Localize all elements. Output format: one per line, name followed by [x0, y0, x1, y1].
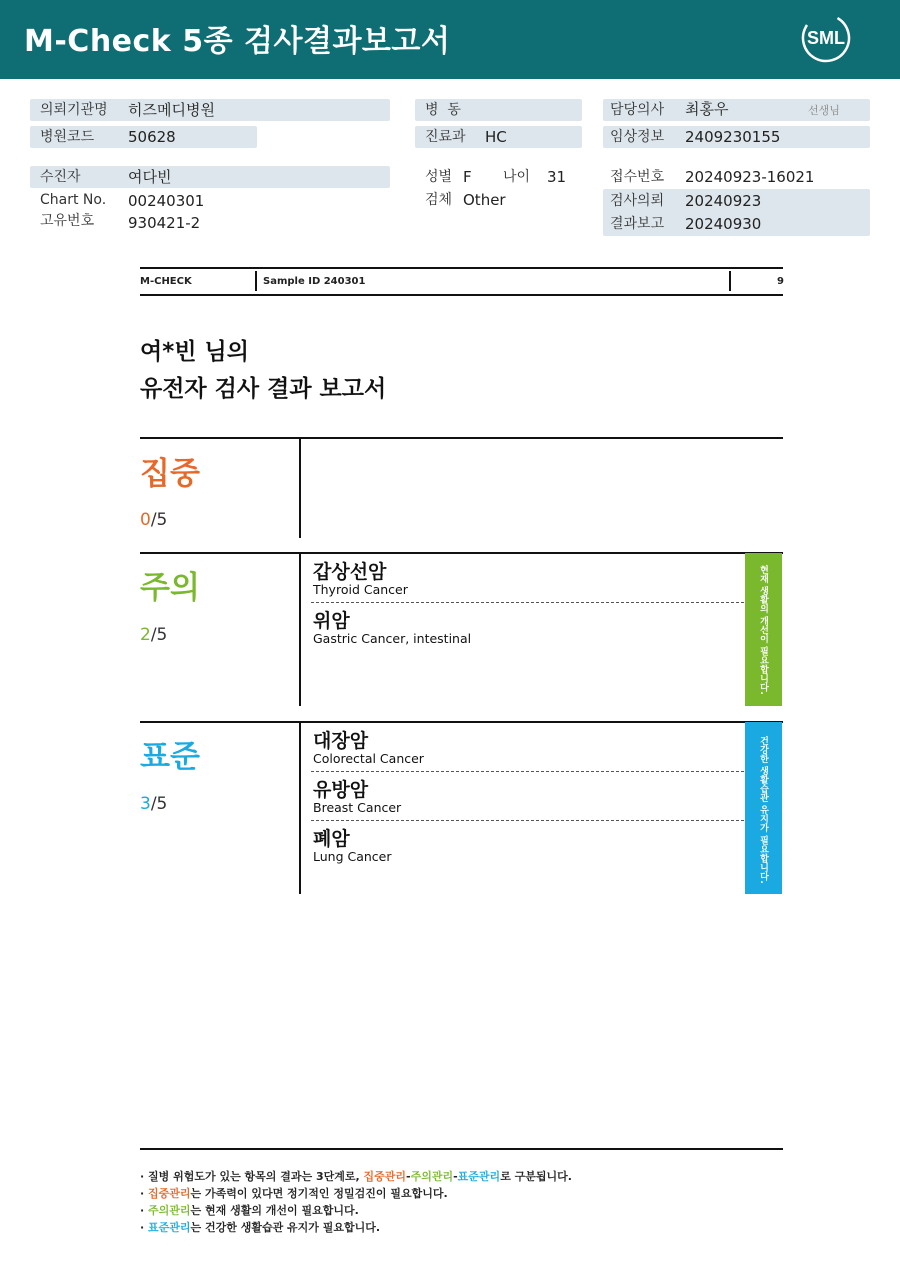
unique-id-label: 고유번호 [40, 213, 95, 229]
item-divider [311, 602, 744, 603]
report-title-line2: 유전자 검사 결과 보고서 [140, 376, 387, 402]
chart-no-value: 00240301 [128, 192, 205, 210]
subheader-bottom-rule [140, 294, 783, 296]
dept-label: 진료과 [425, 129, 466, 145]
item-divider [311, 820, 744, 821]
sml-logo [800, 12, 852, 64]
sex-label: 성별 [425, 169, 453, 185]
institution-label: 의뢰기관명 [40, 102, 108, 118]
sample-id: Sample ID 240301 [263, 276, 366, 287]
note-line-2: · 집중관리는 가족력이 있다면 정기적인 정밀검진이 필요합니다. [140, 1187, 448, 1200]
page-number: 9 [777, 276, 784, 287]
subheader-top-rule [140, 267, 783, 269]
focus-section-divider [299, 439, 301, 538]
caution-item-english: Gastric Cancer, intestinal [313, 631, 472, 646]
chart-no-label: Chart No. [40, 192, 107, 208]
standard-section-count: 3/5 [140, 794, 168, 814]
patient-value: 여다빈 [128, 168, 172, 186]
report-header-bar [0, 0, 900, 79]
caution-item-name: 위암 [313, 610, 350, 632]
dept-value: HC [485, 128, 507, 146]
item-divider [311, 771, 744, 772]
report-title-line1: 여*빈 님의 [140, 339, 249, 365]
age-value: 31 [547, 168, 567, 186]
standard-item-english: Breast Cancer [313, 800, 402, 815]
specimen-value: Other [463, 191, 506, 209]
info-row-patient [30, 166, 390, 188]
standard-item-name: 유방암 [313, 779, 369, 801]
subheader-divider-right [729, 271, 731, 291]
brand-label: M-CHECK [140, 276, 192, 287]
standard-section-name: 표준 [140, 739, 200, 775]
standard-side-text: 건강한 생활습관 유지가 필요합니다. [758, 736, 768, 884]
caution-item-name: 갑상선암 [313, 561, 387, 583]
focus-section-name: 집중 [140, 456, 200, 492]
specimen-label: 검체 [425, 192, 453, 208]
clinical-label: 임상정보 [610, 129, 665, 145]
standard-section-divider [299, 723, 301, 894]
request-label: 검사의뢰 [610, 193, 665, 209]
caution-side-text: 현재 생활의 개선이 필요합니다. [758, 565, 768, 695]
sex-value: F [463, 168, 472, 186]
hospital-code-label: 병원코드 [40, 129, 95, 145]
standard-item-name: 폐암 [313, 828, 350, 850]
unique-id-value: 930421-2 [128, 214, 201, 232]
subheader-divider [255, 271, 257, 291]
standard-item-english: Lung Cancer [313, 849, 392, 864]
standard-item-english: Colorectal Cancer [313, 751, 424, 766]
standard-item-name: 대장암 [313, 730, 369, 752]
hospital-code-value: 50628 [128, 128, 176, 146]
caution-item-english: Thyroid Cancer [313, 582, 408, 597]
footer-rule [140, 1148, 783, 1150]
report-label: 결과보고 [610, 216, 665, 232]
doctor-suffix: 선생님 [808, 104, 840, 117]
note-line-1: · 질병 위험도가 있는 항목의 결과는 3단계로, 집중관리-주의관리-표준관리로 구분됩니다. [140, 1170, 572, 1183]
caution-section-name: 주의 [140, 570, 200, 606]
receipt-label: 접수번호 [610, 169, 665, 185]
report-value: 20240930 [685, 215, 762, 233]
doctor-label: 담당의사 [610, 102, 665, 118]
receipt-value: 20240923-16021 [685, 168, 815, 186]
standard-section-rule [140, 721, 783, 723]
note-line-4: · 표준관리는 건강한 생활습관 유지가 필요합니다. [140, 1221, 381, 1234]
patient-label: 수진자 [40, 169, 81, 185]
ward-label: 병 동 [425, 102, 461, 118]
doctor-value: 최홍우 [685, 100, 729, 118]
institution-value: 히즈메디병원 [128, 101, 215, 119]
focus-section-rule [140, 437, 783, 439]
age-label: 나이 [503, 169, 531, 185]
svg-text:SML: SML [807, 28, 845, 48]
caution-section-count: 2/5 [140, 625, 168, 645]
standard-side-tab [745, 722, 782, 894]
caution-side-tab [745, 553, 782, 706]
focus-section-count: 0/5 [140, 510, 168, 530]
caution-section-rule [140, 552, 783, 554]
report-title-heading: M-Check 5종 검사결과보고서 [24, 24, 451, 59]
request-value: 20240923 [685, 192, 762, 210]
note-line-3: · 주의관리는 현재 생활의 개선이 필요합니다. [140, 1204, 359, 1217]
caution-section-divider [299, 554, 301, 706]
clinical-value: 2409230155 [685, 128, 781, 146]
